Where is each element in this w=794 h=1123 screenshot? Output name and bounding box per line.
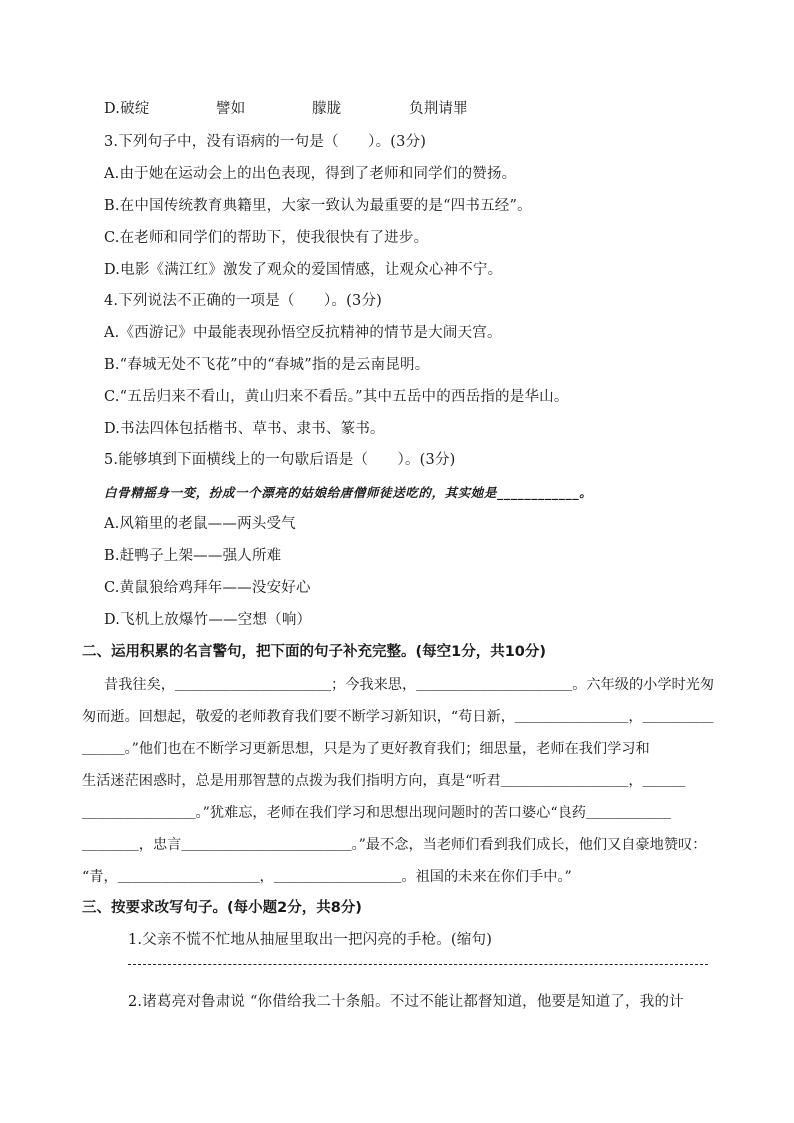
q4-option-c: C.“五岳归来不看山，黄山归来不看岳。”其中五岳中的西岳指的是华山。	[104, 389, 569, 405]
q5-quote: 白骨精摇身一变，扮成一个漂亮的姑娘给唐僧师徒送吃的，其实她是____________。	[104, 485, 593, 500]
section2-title: 二、运用积累的名言警句，把下面的句子补充完整。(每空1分，共10分)	[82, 644, 547, 660]
q3-option-b: B.在中国传统教育典籍里，大家一致认为最重要的是“四书五经”。	[104, 198, 532, 214]
q2-option-d-word2: 譬如	[216, 101, 246, 117]
q4-option-d: D.书法四体包括楷书、草书、隶书、篆书。	[104, 421, 385, 437]
q3-option-a: A.由于她在运动会上的出色表现，得到了老师和同学们的赞扬。	[104, 166, 517, 182]
section2-line-6: ＿＿＿＿，忠言＿＿＿＿＿＿＿＿＿＿＿＿。”最不念，当老师们看到我们成长，他们又自豪地赞叹：	[82, 837, 707, 853]
section3-item-2: 2.诸葛亮对鲁肃说 “你借给我二十条船。不过不能让都督知道，他要是知道了，我的计	[128, 994, 684, 1010]
q3-option-d: D.电影《满江红》激发了观众的爱国情感，让观众心神不宁。	[104, 262, 503, 278]
section3-title: 三、按要求改写句子。(每小题2分，共8分)	[82, 900, 362, 916]
q4-option-b: B.“春城无处不飞花”中的“春城”指的是云南昆明。	[104, 357, 430, 373]
q3-option-c: C.在老师和同学们的帮助下，使我很快有了进步。	[104, 230, 429, 246]
q5-stem: 5.能够填到下面横线上的一句歇后语是（ ）。(3分)	[104, 452, 456, 468]
section2-line-7: “青，＿＿＿＿＿＿＿＿＿＿，＿＿＿＿＿＿＿＿＿。祖国的未来在你们手中。”	[82, 869, 572, 885]
section2-line-4: 生活迷茫困惑时，总是用那智慧的点拨为我们指明方向，真是“听君＿＿＿＿＿＿＿＿＿，＿＿＿	[82, 773, 686, 789]
q4-stem: 4.下列说法不正确的一项是（ ）。(3分)	[104, 293, 383, 309]
q4-option-a: A.《西游记》中最能表现孙悟空反抗精神的情节是大闹天宫。	[104, 325, 502, 341]
q5-option-c: C.黄鼠狼给鸡拜年——没安好心	[104, 580, 311, 596]
q2-option-d	[104, 99, 468, 119]
q5-option-d: D.飞机上放爆竹——空想（响）	[104, 612, 312, 628]
section2-line-3: ＿＿＿。”他们也在不断学习更新思想，只是为了更好教育我们；细思量，老师在我们学习和	[82, 741, 650, 757]
q2-option-d-word3: 朦胧	[312, 101, 342, 117]
q3-stem: 3.下列句子中，没有语病的一句是（ ）。(3分)	[104, 134, 427, 150]
section3-item-1: 1.父亲不慌不忙地从抽屉里取出一把闪亮的手枪。(缩句)	[128, 932, 493, 948]
q5-option-b: B.赶鸭子上架——强人所难	[104, 548, 282, 564]
q5-option-a: A.风箱里的老鼠——两头受气	[104, 516, 296, 532]
section2-line-2: 匆而逝。回想起，敬爱的老师教育我们要不断学习新知识，“苟日新，＿＿＿＿＿＿＿＿，＿＿＿＿＿	[82, 709, 714, 725]
section2-line-1: 昔我往矣，＿＿＿＿＿＿＿＿＿＿＿；今我来思，＿＿＿＿＿＿＿＿＿＿＿。六年级的小学时光匆	[104, 677, 715, 693]
q2-option-d-word4: 负荆请罪	[409, 101, 468, 117]
section2-line-5: ＿＿＿＿＿＿＿＿。”犹难忘，老师在我们学习和思想出现问题时的苦口婆心“良药＿＿＿＿＿＿	[82, 805, 672, 821]
section3-item-1-answer-line[interactable]	[128, 963, 708, 965]
q2-option-d-word1: D.破绽	[104, 101, 150, 117]
